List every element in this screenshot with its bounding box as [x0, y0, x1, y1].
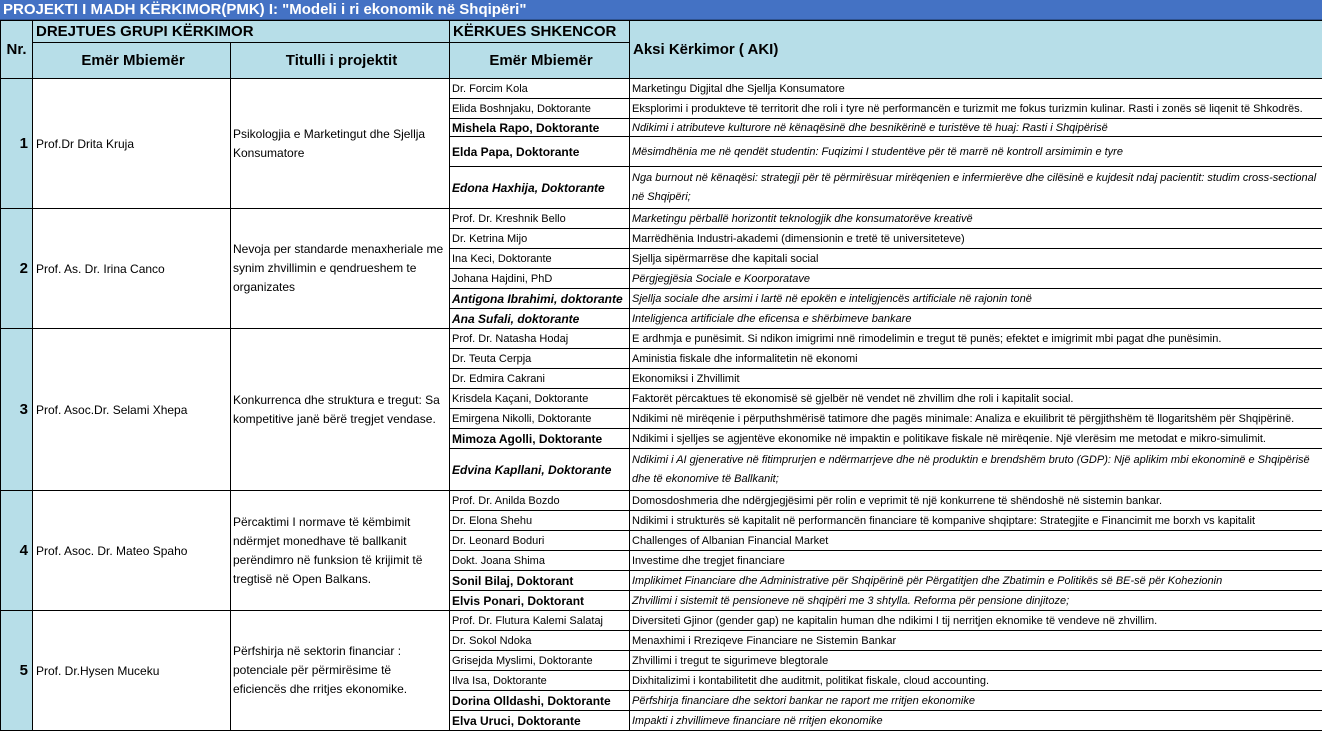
- researcher-name: Elda Papa, Doktorante: [450, 137, 630, 167]
- research-axis: Dixhitalizimi i kontabilitetit dhe auditmit, politikat fiskale, cloud accounting.: [630, 671, 1322, 691]
- project-title: Nevoja per standarde menaxheriale me synim zhvillimin e qendrueshem te organizates: [231, 209, 450, 329]
- researcher-name: Dr. Ketrina Mijo: [450, 229, 630, 249]
- researcher-name: Antigona Ibrahimi, doktorante: [450, 289, 630, 309]
- project-title: Psikologjia e Marketingut dhe Sjellja Konsumatore: [231, 79, 450, 209]
- group-leader: Prof.Dr Drita Kruja: [33, 79, 231, 209]
- group-number: 2: [1, 209, 33, 329]
- group-leader: Prof. Asoc. Dr. Mateo Spaho: [33, 491, 231, 611]
- research-axis: Investime dhe tregjet financiare: [630, 551, 1322, 571]
- researcher-name: Elvis Ponari, Doktorant: [450, 591, 630, 611]
- group-leader: Prof. As. Dr. Irina Canco: [33, 209, 231, 329]
- research-axis: Ekonomiksi i Zhvillimit: [630, 369, 1322, 389]
- research-axis: Eksplorimi i produkteve të territorit dhe roli i tyre në performancën e turizmit me fokus turizmin kulinar. Rasti i zonës së liqenit të Shkodrës.: [630, 99, 1322, 119]
- research-axis: Ndikimi në mirëqenie i përputhshmërisë tatimore dhe pagës minimale: Analiza e ekuilibrit të përgjithshëm të llogaritshëm për Shqipërinë.: [630, 409, 1322, 429]
- group-number: 1: [1, 79, 33, 209]
- header-researcher-name: Emër Mbiemër: [450, 43, 630, 79]
- header-leader-name: Emër Mbiemër: [33, 43, 231, 79]
- research-axis: Aministia fiskale dhe informalitetin në ekonomi: [630, 349, 1322, 369]
- researcher-name: Dr. Edmira Cakrani: [450, 369, 630, 389]
- research-axis: Diversiteti Gjinor (gender gap) ne kapitalin human dhe ndikimi I tij nerritjen eknomike të vendeve në zhvillim.: [630, 611, 1322, 631]
- research-axis: Përfshirja financiare dhe sektori bankar ne raport me rritjen ekonomike: [630, 691, 1322, 711]
- researcher-name: Elida Boshnjaku, Doktorante: [450, 99, 630, 119]
- research-axis: Marrëdhënia Industri-akademi (dimensionin e tretë të universiteteve): [630, 229, 1322, 249]
- research-axis: Ndikimi i AI gjenerative në fitimprurjen e ndërmarrjeve dhe në produktin e brendshëm bruto (GDP): Një aplikim mbi ekonominë e Shqipërisë dhe të ekonomive të Ballkanit;: [630, 449, 1322, 491]
- researcher-name: Johana Hajdini, PhD: [450, 269, 630, 289]
- header-nr: Nr.: [1, 21, 33, 79]
- project-title: Përcaktimi I normave të këmbimit ndërmjet monedhave të ballkanit perëndimro në funksion të krijimit të tregtisë në Open Balkans.: [231, 491, 450, 611]
- researcher-name: Dr. Forcim Kola: [450, 79, 630, 99]
- research-axis: Mësimdhënia me në qendët studentin: Fuqizimi I studentëve për të marrë në kontroll arsimimin e tyre: [630, 137, 1322, 167]
- document-title: PROJEKTI I MADH KËRKIMOR(PMK) I: "Modeli i ri ekonomik në Shqipëri": [0, 0, 1322, 20]
- researcher-name: Dokt. Joana Shima: [450, 551, 630, 571]
- research-axis: Domosdoshmeria dhe ndërgjegjësimi për rolin e veprimit të një konkurrene të shëndoshë në sistemin bankar.: [630, 491, 1322, 511]
- researcher-name: Prof. Dr. Anilda Bozdo: [450, 491, 630, 511]
- research-axis: Ndikimi i atributeve kulturore në kënaqësinë dhe besnikërinë e turistëve të huaj: Rasti i Shqipërisë: [630, 119, 1322, 137]
- research-axis: Marketingu përballë horizontit teknologjik dhe konsumatorëve kreativë: [630, 209, 1322, 229]
- researcher-name: Krisdela Kaçani, Doktorante: [450, 389, 630, 409]
- group-number: 5: [1, 611, 33, 731]
- header-leaders-group: DREJTUES GRUPI KËRKIMOR: [33, 21, 450, 43]
- research-axis: Zhvillimi i tregut te sigurimeve blegtorale: [630, 651, 1322, 671]
- group-leader: Prof. Asoc.Dr. Selami Xhepa: [33, 329, 231, 491]
- research-axis: Përgjegjësia Sociale e Koorporatave: [630, 269, 1322, 289]
- researcher-name: Mimoza Agolli, Doktorante: [450, 429, 630, 449]
- project-title: Përfshirja në sektorin financiar : potenciale për përmirësime të eficiencës dhe rritjes ekonomike.: [231, 611, 450, 731]
- research-axis: Challenges of Albanian Financial Market: [630, 531, 1322, 551]
- researcher-name: Prof. Dr. Kreshnik Bello: [450, 209, 630, 229]
- research-axis: Nga burnout në kënaqësi: strategji për të përmirësuar mirëqenien e infermierëve dhe cilësinë e kujdesit ndaj pacientit: studim cross-sectional në Shqipëri;: [630, 167, 1322, 209]
- researcher-name: Dr. Teuta Cerpja: [450, 349, 630, 369]
- research-axis: Impakti i zhvillimeve financiare në rritjen ekonomike: [630, 711, 1322, 731]
- group-number: 3: [1, 329, 33, 491]
- research-projects-table: [0, 20, 1322, 731]
- researcher-name: Dr. Sokol Ndoka: [450, 631, 630, 651]
- researcher-name: Prof. Dr. Flutura Kalemi Salataj: [450, 611, 630, 631]
- researcher-name: Ana Sufali, doktorante: [450, 309, 630, 329]
- researcher-name: Edona Haxhija, Doktorante: [450, 167, 630, 209]
- research-axis: Menaxhimi i Rreziqeve Financiare ne Sistemin Bankar: [630, 631, 1322, 651]
- research-axis: Implikimet Financiare dhe Administrative për Shqipërinë për Përgatitjen dhe Zbatimin e Politikës së BE-së për Kohezionin: [630, 571, 1322, 591]
- header-axis: Aksi Kërkimor ( AKI): [630, 21, 1322, 79]
- researcher-name: Dr. Elona Shehu: [450, 511, 630, 531]
- research-axis: Marketingu Digjital dhe Sjellja Konsumatore: [630, 79, 1322, 99]
- research-axis: Ndikimi i strukturës së kapitalit në performancën financiare të kompanive shqiptare: Strategjite e Financimit me borxh vs kapitalit: [630, 511, 1322, 531]
- researcher-name: Sonil Bilaj, Doktorant: [450, 571, 630, 591]
- research-axis: Ndikimi i sjelljes se agjentëve ekonomike në impaktin e politikave fiskale në mirëqenie. Një vlerësim me metodat e mikro-simulimit.: [630, 429, 1322, 449]
- group-number: 4: [1, 491, 33, 611]
- researcher-name: Grisejda Myslimi, Doktorante: [450, 651, 630, 671]
- research-axis: Sjellja sociale dhe arsimi i lartë në epokën e inteligjencës artificiale në rajonin tonë: [630, 289, 1322, 309]
- researcher-name: Ina Keci, Doktorante: [450, 249, 630, 269]
- project-title: Konkurrenca dhe struktura e tregut: Sa kompetitive janë bërë tregjet vendase.: [231, 329, 450, 491]
- researcher-name: Dr. Leonard Boduri: [450, 531, 630, 551]
- header-project-title: Titulli i projektit: [231, 43, 450, 79]
- researcher-name: Emirgena Nikolli, Doktorante: [450, 409, 630, 429]
- researcher-name: Mishela Rapo, Doktorante: [450, 119, 630, 137]
- research-axis: E ardhmja e punësimit. Si ndikon imigrimi nnë rimodelimin e tregut të punës; efektet e imigrimit mbi pagat dhe punësimin.: [630, 329, 1322, 349]
- researcher-name: Dorina Olldashi, Doktorante: [450, 691, 630, 711]
- research-axis: Faktorët përcaktues të ekonomisë së gjelbër në vendet në zhvillim dhe roli i kapitalit social.: [630, 389, 1322, 409]
- research-axis: Sjellja sipërmarrëse dhe kapitali social: [630, 249, 1322, 269]
- research-axis: Inteligjenca artificiale dhe eficensa e shërbimeve bankare: [630, 309, 1322, 329]
- researcher-name: Ilva Isa, Doktorante: [450, 671, 630, 691]
- researcher-name: Prof. Dr. Natasha Hodaj: [450, 329, 630, 349]
- header-researchers-group: KËRKUES SHKENCOR: [450, 21, 630, 43]
- researcher-name: Elva Uruci, Doktorante: [450, 711, 630, 731]
- research-axis: Zhvillimi i sistemit të pensioneve në shqipëri me 3 shtylla. Reforma për pensione dinjitoze;: [630, 591, 1322, 611]
- group-leader: Prof. Dr.Hysen Muceku: [33, 611, 231, 731]
- researcher-name: Edvina Kapllani, Doktorante: [450, 449, 630, 491]
